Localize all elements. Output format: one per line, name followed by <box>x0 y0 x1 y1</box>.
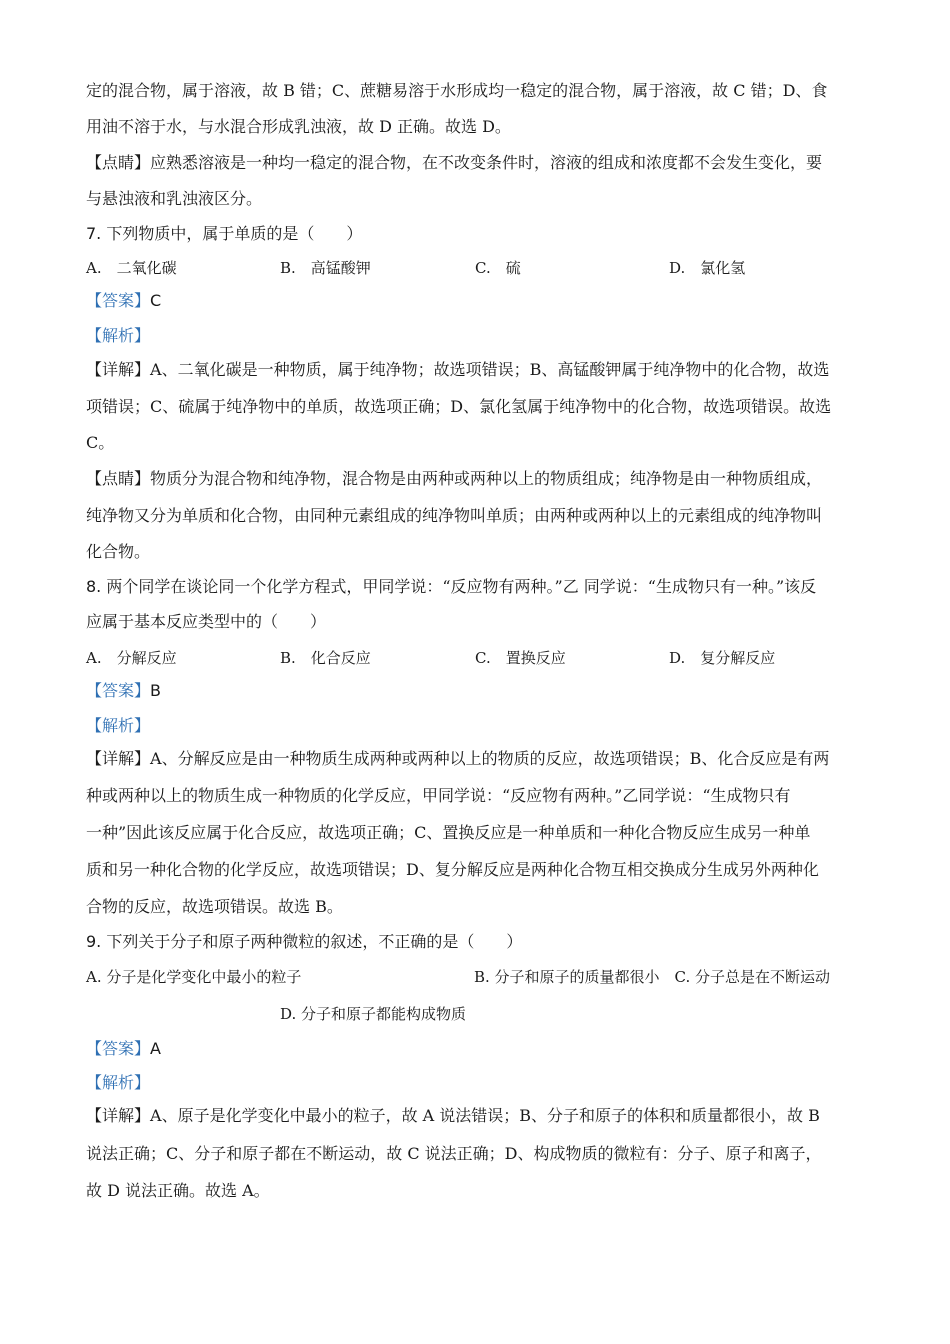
question-number: 8. <box>86 577 102 596</box>
paragraph-line: 用油不溶于水，与水混合形成乳浊液，故 D 正确。故选 D。 <box>86 117 511 136</box>
answer-label: 【答案】 <box>86 291 151 310</box>
q9-answer <box>86 1039 161 1059</box>
paragraph-line: 与悬浊液和乳浊液区分。 <box>86 189 263 208</box>
detail-label: 【详解】 <box>86 360 151 379</box>
answer-label: 【答案】 <box>86 681 151 700</box>
question-7-stem <box>86 224 362 244</box>
question-9-stem <box>86 932 522 952</box>
tip-text: 应熟悉溶液是一种均一稳定的混合物，在不改变条件时，溶液的组成和浓度都不会发生变化，要 <box>150 153 823 172</box>
tip-paragraph <box>86 153 822 173</box>
question-8-stem <box>86 577 816 597</box>
q8-option-d: D. 复分解反应 <box>669 649 776 667</box>
paragraph-line: 故 D 说法正确。故选 A。 <box>86 1181 270 1200</box>
q8-answer <box>86 681 161 701</box>
question-number: 7. <box>86 224 102 243</box>
question-text: 下列物质中，属于单质的是（ ） <box>106 224 363 243</box>
question-text: 下列关于分子和原子两种微粒的叙述，不正确的是（ ） <box>106 932 523 951</box>
q7-answer <box>86 291 161 311</box>
tip-text: 物质分为混合物和纯净物，混合物是由两种或两种以上的物质组成；纯净物是由一种物质组成， <box>150 469 823 488</box>
paragraph-line: 化合物。 <box>86 542 151 561</box>
paragraph-line: 合物的反应，故选项错误。故选 B。 <box>86 897 343 916</box>
paragraph-line: 纯净物又分为单质和化合物，由同种元素组成的纯净物叫单质；由两种或两种以上的元素组成的纯净物叫 <box>86 506 823 525</box>
q7-option-c: C. 硫 <box>475 259 521 277</box>
q7-option-d: D. 氯化氢 <box>669 259 746 277</box>
detail-label: 【详解】 <box>86 749 151 768</box>
q7-option-b: B. 高锰酸钾 <box>280 259 371 277</box>
answer-value: C <box>150 291 162 310</box>
q9-option-d: D. 分子和原子都能构成物质 <box>280 1005 467 1023</box>
q8-option-c: C. 置换反应 <box>475 649 566 667</box>
q9-detail <box>86 1106 820 1126</box>
answer-value: B <box>150 681 161 700</box>
paragraph-line: 定的混合物，属于溶液，故 B 错；C、蔗糖易溶于水形成均一稳定的混合物，属于溶液，故 C 错；D、食 <box>86 81 828 100</box>
answer-value: A <box>150 1039 161 1058</box>
question-text: 两个同学在谈论同一个化学方程式，甲同学说：“反应物有两种。”乙 同学说：“生成物只有一种。”该反 <box>106 577 817 596</box>
paragraph-line: 说法正确；C、分子和原子都在不断运动，故 C 说法正确；D、构成物质的微粒有：分子、原子和离子， <box>86 1144 822 1163</box>
tip-label: 【点睛】 <box>86 469 151 488</box>
paragraph-line: 应属于基本反应类型中的（ ） <box>86 612 327 631</box>
paragraph-line: 项错误；C、硫属于纯净物中的单质，故选项正确；D、氯化氢属于纯净物中的化合物，故选项错误。故选 <box>86 397 832 416</box>
q9-option-a: A. 分子是化学变化中最小的粒子 <box>86 968 302 986</box>
q8-detail <box>86 749 829 769</box>
q9-analysis-label: 【解析】 <box>86 1073 151 1092</box>
q8-analysis-label: 【解析】 <box>86 716 151 735</box>
q8-option-b: B. 化合反应 <box>280 649 371 667</box>
paragraph-line: C。 <box>86 433 115 452</box>
tip-label: 【点睛】 <box>86 153 151 172</box>
paragraph-line: 一种”因此该反应属于化合反应，故选项正确；C、置换反应是一种单质和一种化合物反应生成另一种单 <box>86 823 811 842</box>
q7-option-a: A. 二氧化碳 <box>86 259 177 277</box>
detail-label: 【详解】 <box>86 1106 151 1125</box>
detail-text: A、二氧化碳是一种物质，属于纯净物；故选项错误；B、高锰酸钾属于纯净物中的化合物，故选 <box>150 360 830 379</box>
q8-option-a: A. 分解反应 <box>86 649 177 667</box>
q7-detail <box>86 360 829 380</box>
answer-label: 【答案】 <box>86 1039 151 1058</box>
q7-analysis-label: 【解析】 <box>86 326 151 345</box>
question-number: 9. <box>86 932 102 951</box>
paragraph-line: 种或两种以上的物质生成一种物质的化学反应，甲同学说：“反应物有两种。”乙同学说：“生成物只有 <box>86 786 791 805</box>
paragraph-line: 质和另一种化合物的化学反应，故选项错误；D、复分解反应是两种化合物互相交换成分生成另外两种化 <box>86 860 819 879</box>
detail-text: A、分解反应是由一种物质生成两种或两种以上的物质的反应，故选项错误；B、化合反应是有两 <box>150 749 830 768</box>
q7-tip <box>86 469 822 489</box>
q9-option-b-c: B. 分子和原子的质量都很小 C. 分子总是在不断运动 <box>474 968 831 986</box>
detail-text: A、原子是化学变化中最小的粒子，故 A 说法错误；B、分子和原子的体积和质量都很小，故 B <box>150 1106 820 1125</box>
